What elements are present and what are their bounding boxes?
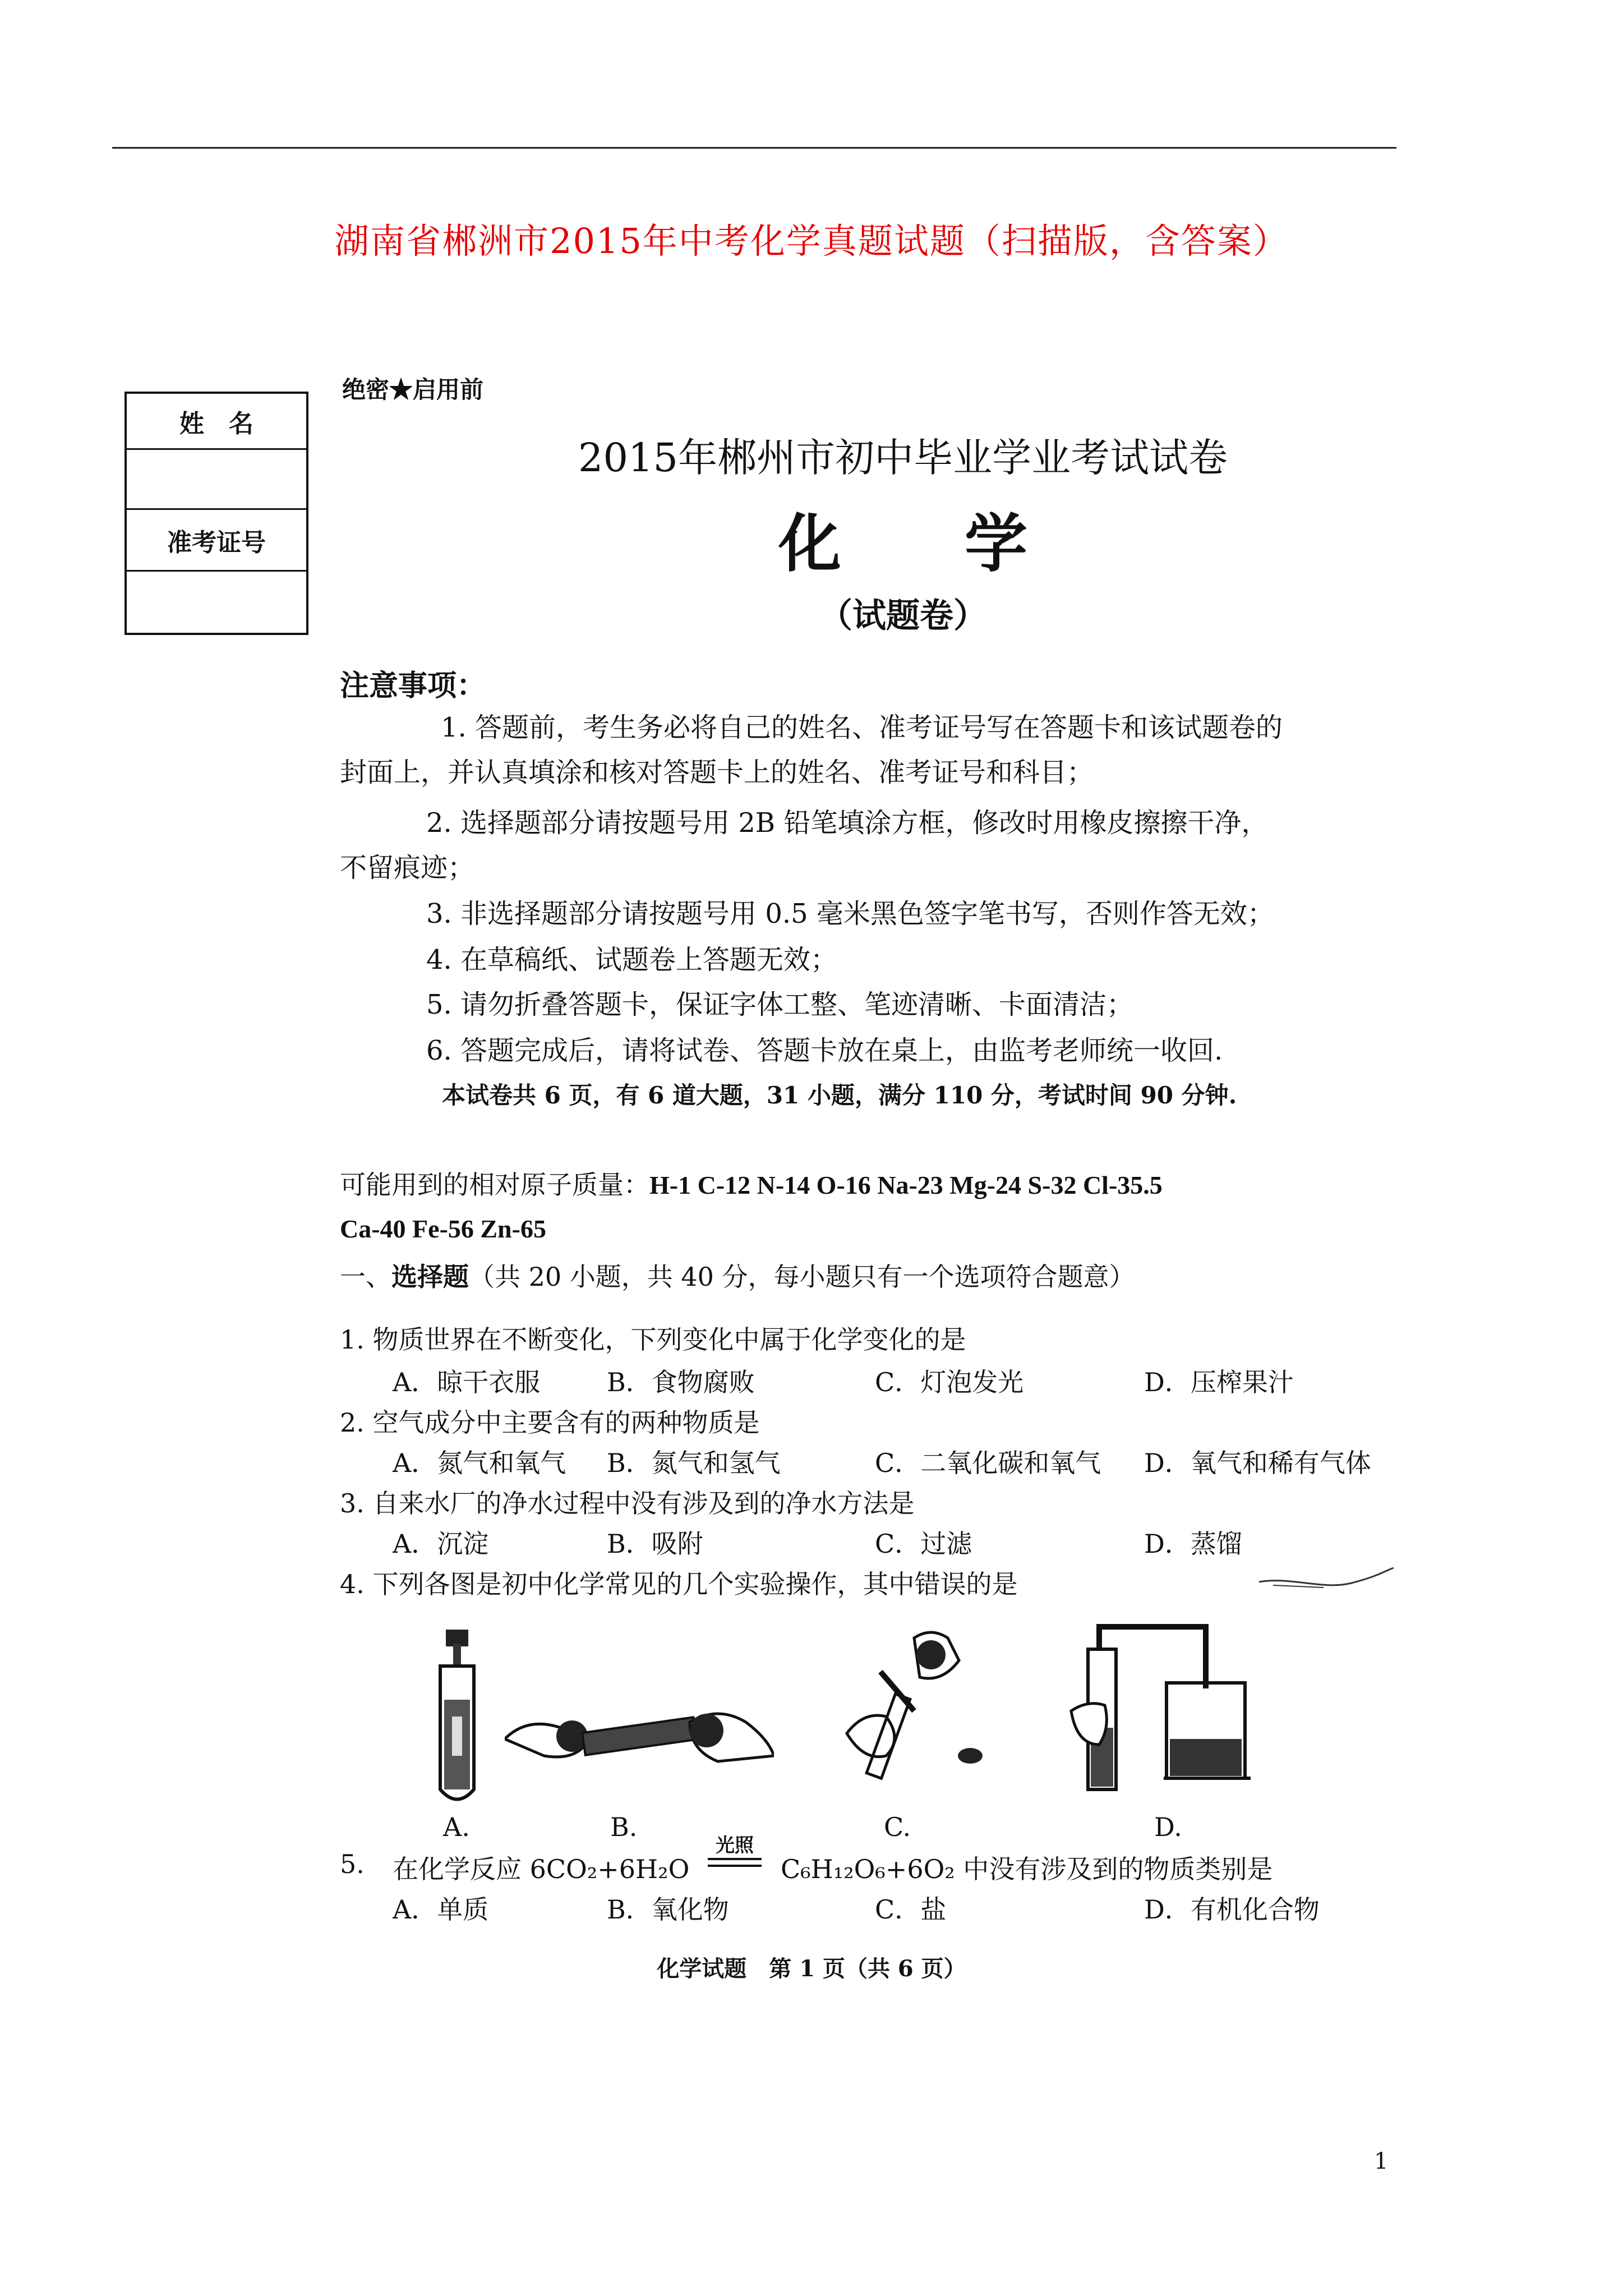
note-line: 6. 答题完成后，请将试卷、答题卡放在桌上，由监考老师统一收回.: [426, 1035, 1223, 1066]
atomic-masses: [340, 1165, 1163, 1244]
question-number: 5.: [340, 1849, 365, 1879]
note-line: 2. 选择题部分请按题号用 2B 铅笔填涂方框，修改时用橡皮擦擦干净，: [426, 807, 1269, 839]
question-stem: 3. 自来水厂的净水过程中没有涉及到的净水方法是: [340, 1488, 915, 1519]
figure-label-c: C.: [884, 1812, 911, 1842]
page-number: 1: [1374, 2148, 1389, 2174]
question-stem: 在化学反应 6CO₂+6H₂O: [393, 1854, 690, 1884]
figure-label-a: A.: [443, 1812, 470, 1842]
note-line: 不留痕迹；: [340, 852, 475, 884]
connecting-tube-figure-icon: [505, 1683, 774, 1784]
id-field[interactable]: [127, 572, 306, 633]
section-heading: [340, 1257, 1135, 1294]
reaction-arrow-line: [708, 1858, 762, 1860]
notes-heading: 注意事项：: [340, 669, 486, 703]
note-line: 1. 答题前，考生务必将自己的姓名、准考证号写在答题卡和该试题卷的: [441, 712, 1283, 743]
option-b[interactable]: B．吸附: [607, 1529, 703, 1559]
name-field[interactable]: [127, 450, 306, 510]
question-stem: 4. 下列各图是初中化学常见的几个实验操作，其中错误的是: [340, 1569, 1018, 1599]
option-b[interactable]: B．食物腐败: [607, 1367, 755, 1397]
option-a[interactable]: A．氮气和氧气: [393, 1448, 566, 1478]
figure-label-d: D.: [1154, 1812, 1182, 1842]
dropper-figure-icon: [830, 1627, 998, 1795]
reaction-arrow-line: [708, 1865, 762, 1867]
section-title: 选择题: [391, 1262, 469, 1292]
question-stem: 2. 空气成分中主要含有的两种物质是: [340, 1407, 760, 1438]
figure-label-b: B.: [610, 1812, 638, 1842]
document-title: 湖南省郴洲市2015年中考化学真题试题（扫描版，含答案）: [334, 220, 1289, 261]
id-label-cell: [127, 510, 306, 572]
gas-collection-figure-icon: [1066, 1616, 1267, 1801]
option-d[interactable]: D．氧气和稀有气体: [1144, 1448, 1371, 1478]
exam-summary: 本试卷共 6 页，有 6 道大题，31 小题，满分 110 分，考试时间 90 分钟.: [442, 1082, 1237, 1109]
option-c[interactable]: C．过滤: [875, 1529, 972, 1559]
atomic-masses-line1: H-1 C-12 N-14 O-16 Na-23 Mg-24 S-32 Cl-35.5: [649, 1171, 1163, 1199]
note-line: 5. 请勿折叠答题卡，保证字体工整、笔迹清晰、卡面清洁；: [426, 989, 1134, 1020]
top-rule: [112, 147, 1396, 149]
option-d[interactable]: D．压榨果汁: [1144, 1367, 1294, 1397]
name-label: 姓 名: [179, 409, 253, 438]
option-a[interactable]: A．沉淀: [393, 1529, 489, 1559]
option-b[interactable]: B．氮气和氢气: [607, 1448, 781, 1478]
note-line: 封面上，并认真填涂和核对答题卡上的姓名、准考证号和科目；: [340, 757, 1094, 788]
option-c[interactable]: C．二氧化碳和氧气: [875, 1448, 1101, 1478]
section-number: 一、: [340, 1262, 391, 1292]
option-c[interactable]: C．灯泡发光: [875, 1367, 1024, 1397]
name-label-cell: [127, 394, 306, 450]
atomic-masses-label: 可能用到的相对原子质量：: [340, 1170, 649, 1200]
note-line: 3. 非选择题部分请按题号用 0.5 毫米黑色签字笔书写，否则作答无效；: [426, 898, 1274, 930]
option-d[interactable]: D．蒸馏: [1144, 1529, 1242, 1559]
option-d[interactable]: D．有机化合物: [1144, 1894, 1320, 1925]
page-footer: 化学试题 第 1 页（共 6 页）: [657, 1955, 966, 1982]
section-description: （共 20 小题，共 40 分，每小题只有一个选项符合题意）: [469, 1262, 1135, 1292]
option-a[interactable]: A．晾干衣服: [393, 1367, 541, 1397]
secret-label: 绝密★启用前: [342, 376, 484, 403]
question-stem: C₆H₁₂O₆+6O₂ 中没有涉及到的物质类别是: [781, 1854, 1273, 1884]
pen-mark-icon: [1256, 1559, 1396, 1599]
subject-title: 化学: [778, 507, 1151, 581]
exam-title: 2015年郴州市初中毕业学业考试试卷: [578, 435, 1228, 481]
candidate-info-box: [125, 392, 308, 635]
id-label: 准考证号: [167, 528, 266, 557]
paper-type: （试题卷）: [819, 596, 987, 636]
atomic-masses-line2: Ca-40 Fe-56 Zn-65: [340, 1214, 546, 1243]
reaction-condition: 光照: [716, 1834, 754, 1857]
test-tube-figure-icon: [415, 1627, 499, 1812]
question-stem: 1. 物质世界在不断变化，下列变化中属于化学变化的是: [340, 1324, 966, 1355]
option-b[interactable]: B．氧化物: [607, 1894, 729, 1925]
option-c[interactable]: C．盐: [875, 1894, 947, 1925]
option-a[interactable]: A．单质: [393, 1894, 489, 1925]
note-line: 4. 在草稿纸、试题卷上答题无效；: [426, 944, 838, 976]
